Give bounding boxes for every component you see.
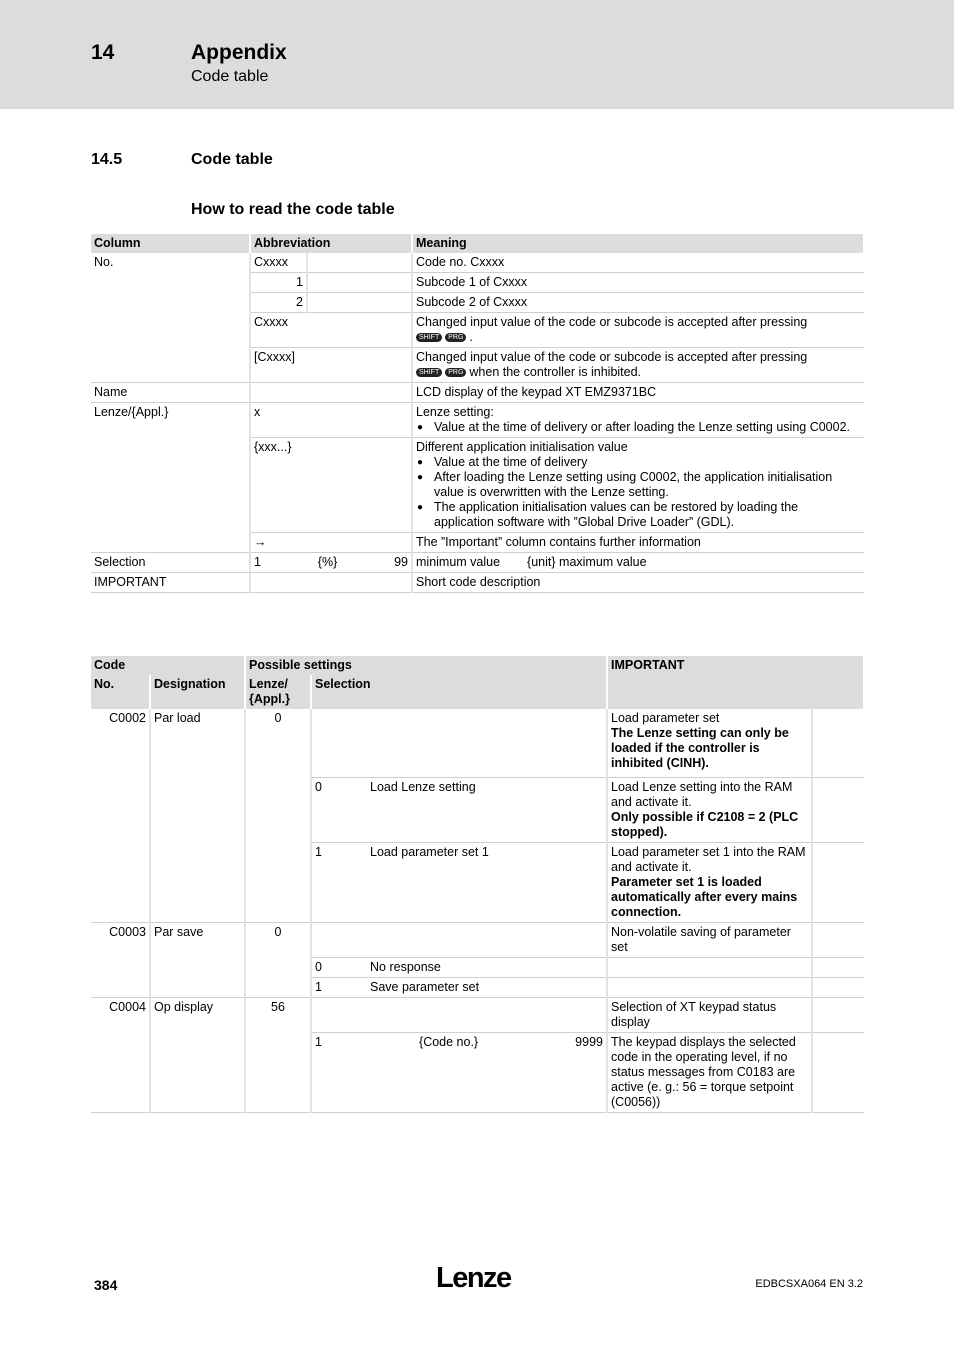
header-column: Column bbox=[91, 234, 250, 253]
sel-max: 99 bbox=[394, 555, 408, 569]
changed-text: Changed input value of the code or subcode is accepted after pressing bbox=[416, 350, 808, 364]
column-selection: Selection bbox=[91, 553, 250, 573]
option-label: Load parameter set 1 bbox=[367, 843, 607, 923]
prg-key-icon: PRG bbox=[445, 368, 466, 377]
header-possible: Possible settings bbox=[245, 656, 607, 675]
header-important: IMPORTANT bbox=[607, 656, 864, 709]
abbr-x: x bbox=[250, 403, 412, 438]
option-value: 1 bbox=[311, 843, 367, 923]
meaning-changed-inhibited bbox=[412, 348, 864, 383]
column-no: No. bbox=[91, 253, 250, 383]
option-important: The keypad displays the selected code in the operating level, if no status messages from C0183 are active (e. g.: 56 = torque setpoint (C0056)) bbox=[607, 1033, 812, 1113]
abbr-cxxxx: Cxxxx bbox=[250, 253, 307, 273]
abbr-sub2: 2 bbox=[250, 293, 307, 313]
range-max: 9999 bbox=[575, 1035, 603, 1049]
option-range bbox=[311, 1033, 607, 1113]
option-label: Save parameter set bbox=[367, 978, 607, 998]
meaning-sub1: Subcode 1 of Cxxxx bbox=[412, 273, 864, 293]
sel-max-text: maximum value bbox=[559, 555, 647, 569]
abbr-selection bbox=[250, 553, 412, 573]
sel-min-text: minimum value bbox=[416, 555, 501, 569]
prg-key-icon: PRG bbox=[445, 333, 466, 342]
code-designation: Par load bbox=[150, 709, 245, 923]
meaning-sub2: Subcode 2 of Cxxxx bbox=[412, 293, 864, 313]
header-meaning: Meaning bbox=[412, 234, 864, 253]
table-row bbox=[91, 709, 864, 778]
code-important: Selection of XT keypad status display bbox=[607, 998, 812, 1033]
page-number: 384 bbox=[94, 1277, 118, 1293]
header-abbreviation: Abbreviation bbox=[250, 234, 412, 253]
header-band bbox=[0, 0, 954, 109]
table-row bbox=[91, 383, 864, 403]
shift-key-icon: SHIFT bbox=[416, 368, 442, 377]
meaning-selection bbox=[412, 553, 864, 573]
bullet-item: ● Value at the time of delivery or after loading the Lenze setting using C0002. bbox=[416, 420, 861, 435]
table-row bbox=[91, 923, 864, 958]
abbr-cxxxx-bracket: [Cxxxx] bbox=[250, 348, 412, 383]
table-row bbox=[91, 998, 864, 1033]
chapter-subtitle: Code table bbox=[191, 68, 269, 85]
code-important: Non-volatile saving of parameter set bbox=[607, 923, 812, 958]
header-lenze: Lenze/ {Appl.} bbox=[245, 675, 311, 709]
header-designation: Designation bbox=[150, 675, 245, 709]
option-important bbox=[607, 778, 812, 843]
code-no: C0004 bbox=[91, 998, 150, 1113]
option-important bbox=[607, 843, 812, 923]
diff-value-label: Different application initialisation value bbox=[416, 440, 628, 454]
document-id: EDBCSXA064 EN 3.2 bbox=[755, 1278, 863, 1290]
option-value: 1 bbox=[311, 978, 367, 998]
column-important: IMPORTANT bbox=[91, 573, 250, 593]
table-row bbox=[91, 553, 864, 573]
code-designation: Op display bbox=[150, 998, 245, 1113]
meaning-diff-value bbox=[412, 438, 864, 533]
option-value: 0 bbox=[311, 958, 367, 978]
code-no: C0002 bbox=[91, 709, 150, 923]
sel-unit: {%} bbox=[317, 555, 338, 569]
code-lenze: 0 bbox=[245, 709, 311, 923]
abbr-cxxxx-plain: Cxxxx bbox=[250, 313, 412, 348]
bullet-item: ● The application initialisation values can be restored by loading the application software with ”Global Drive Loader” (GDL). bbox=[416, 500, 861, 530]
important-text: Load parameter set bbox=[611, 711, 720, 725]
header-code: Code bbox=[91, 656, 245, 675]
bullet-item: ● Value at the time of delivery bbox=[416, 455, 861, 470]
meaning-name: LCD display of the keypad XT EMZ9371BC bbox=[412, 383, 864, 403]
section-title: Code table bbox=[191, 151, 273, 168]
chapter-title: Appendix bbox=[191, 41, 287, 64]
bullet-item: ● After loading the Lenze setting using C0002, the application initialisation value is overwritten with the Lenze setting. bbox=[416, 470, 861, 500]
option-value: 0 bbox=[311, 778, 367, 843]
lenze-setting-label: Lenze setting: bbox=[416, 405, 494, 419]
important-bold: Parameter set 1 is loaded automatically after every mains connection. bbox=[611, 875, 798, 919]
chapter-number: 14 bbox=[91, 41, 115, 64]
sel-unit-text: {unit} bbox=[527, 555, 556, 569]
important-text: Load parameter set 1 into the RAM and activate it. bbox=[611, 845, 806, 874]
lenze-logo: Lenze bbox=[436, 1262, 511, 1294]
option-label: Load Lenze setting bbox=[367, 778, 607, 843]
code-lenze: 0 bbox=[245, 923, 311, 998]
meaning-changed-value bbox=[412, 313, 864, 348]
code-table bbox=[91, 656, 865, 1113]
abbr-sub1: 1 bbox=[250, 273, 307, 293]
important-text: Load Lenze setting into the RAM and activate it. bbox=[611, 780, 793, 809]
meaning-short-desc: Short code description bbox=[412, 573, 864, 593]
table-row bbox=[91, 253, 864, 273]
section-number: 14.5 bbox=[91, 151, 123, 168]
code-no: C0003 bbox=[91, 923, 150, 998]
header-no: No. bbox=[91, 675, 150, 709]
header-selection: Selection bbox=[311, 675, 607, 709]
table-row bbox=[91, 403, 864, 438]
table-row bbox=[91, 573, 864, 593]
code-designation: Par save bbox=[150, 923, 245, 998]
code-lenze: 56 bbox=[245, 998, 311, 1113]
option-label: No response bbox=[367, 958, 607, 978]
meaning-lenze-setting bbox=[412, 403, 864, 438]
changed-text-end: . bbox=[469, 330, 473, 344]
sel-min: 1 bbox=[254, 555, 261, 569]
important-bold: Only possible if C2108 = 2 (PLC stopped). bbox=[611, 810, 799, 839]
changed-text: Changed input value of the code or subcode is accepted after pressing bbox=[416, 315, 808, 329]
range-unit: {Code no.} bbox=[419, 1035, 479, 1049]
meaning-code-no: Code no. Cxxxx bbox=[412, 253, 864, 273]
changed-text-end: when the controller is inhibited. bbox=[469, 365, 642, 379]
meaning-important: The ”Important” column contains further information bbox=[412, 533, 864, 553]
shift-key-icon: SHIFT bbox=[416, 333, 442, 342]
legend-table bbox=[91, 234, 865, 593]
abbr-xxx: {xxx...} bbox=[250, 438, 412, 533]
arrow-icon: → bbox=[250, 533, 412, 553]
code-important bbox=[607, 709, 812, 778]
important-bold: The Lenze setting can only be loaded if the controller is inhibited (CINH). bbox=[611, 726, 789, 770]
range-min: 1 bbox=[315, 1035, 322, 1049]
column-name: Name bbox=[91, 383, 250, 403]
column-lenze: Lenze/{Appl.} bbox=[91, 403, 250, 553]
section-subtitle: How to read the code table bbox=[191, 201, 395, 218]
